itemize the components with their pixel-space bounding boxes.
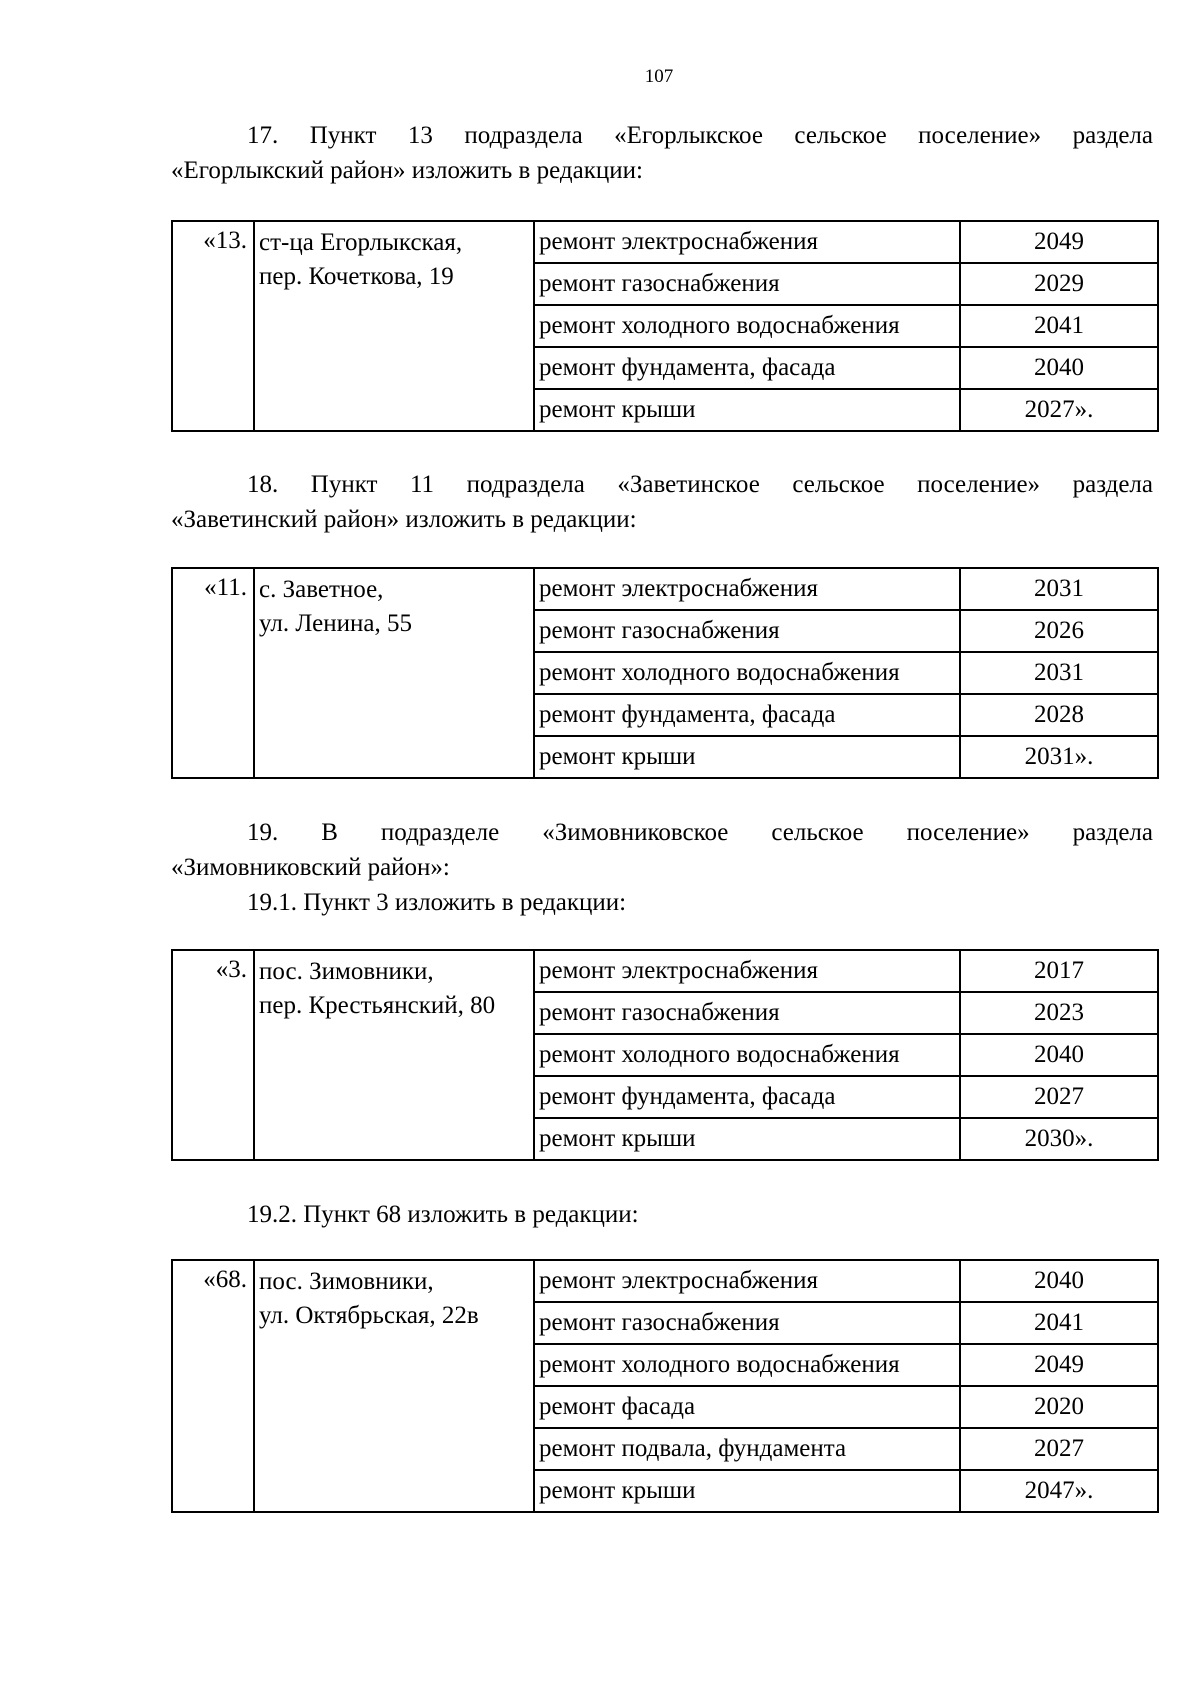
table-item-68 xyxy=(171,1259,1159,1513)
item-address xyxy=(254,221,534,431)
address-line: пос. Зимовники, xyxy=(259,958,434,985)
paragraph-line: «Заветинский район» изложить в редакции: xyxy=(171,506,637,533)
paragraph-19 xyxy=(171,815,1153,920)
address-line: пер. Кочеткова, 19 xyxy=(259,263,454,290)
paragraph-18 xyxy=(171,467,1153,537)
year-cell: 2031 xyxy=(960,652,1158,694)
work-cell: ремонт холодного водоснабжения xyxy=(534,1034,960,1076)
work-cell: ремонт подвала, фундамента xyxy=(534,1428,960,1470)
work-cell: ремонт газоснабжения xyxy=(534,1302,960,1344)
address-line: с. Заветное, xyxy=(259,576,384,603)
item-address xyxy=(254,950,534,1160)
work-cell: ремонт электроснабжения xyxy=(534,221,960,263)
address-line: пос. Зимовники, xyxy=(259,1268,434,1295)
item-number: «11. xyxy=(172,568,254,778)
work-cell: ремонт фундамента, фасада xyxy=(534,1076,960,1118)
year-cell: 2028 xyxy=(960,694,1158,736)
work-cell: ремонт крыши xyxy=(534,389,960,431)
year-cell: 2023 xyxy=(960,992,1158,1034)
year-cell: 2047». xyxy=(960,1470,1158,1512)
work-cell: ремонт газоснабжения xyxy=(534,263,960,305)
item-number: «68. xyxy=(172,1260,254,1512)
page-number: 107 xyxy=(644,66,674,87)
address-line: пер. Крестьянский, 80 xyxy=(259,992,496,1019)
paragraph-line: 19.2. Пункт 68 изложить в редакции: xyxy=(247,1201,639,1228)
paragraph-17 xyxy=(171,118,1153,188)
work-cell: ремонт фасада xyxy=(534,1386,960,1428)
item-number: «3. xyxy=(172,950,254,1160)
table-item-11 xyxy=(171,567,1159,779)
address-line: ул. Ленина, 55 xyxy=(259,610,412,637)
year-cell: 2041 xyxy=(960,305,1158,347)
year-cell: 2040 xyxy=(960,1260,1158,1302)
paragraph-19-2 xyxy=(171,1197,1153,1232)
paragraph-line: «Зимовниковский район»: xyxy=(171,854,450,881)
year-cell: 2040 xyxy=(960,347,1158,389)
paragraph-line: 18. Пункт 11 подраздела «Заветинское сельское поселение» раздела xyxy=(247,471,1153,498)
year-cell: 2031 xyxy=(960,568,1158,610)
year-cell: 2040 xyxy=(960,1034,1158,1076)
work-cell: ремонт электроснабжения xyxy=(534,568,960,610)
year-cell: 2030». xyxy=(960,1118,1158,1160)
year-cell: 2027». xyxy=(960,389,1158,431)
work-cell: ремонт крыши xyxy=(534,1118,960,1160)
work-cell: ремонт фундамента, фасада xyxy=(534,694,960,736)
work-cell: ремонт холодного водоснабжения xyxy=(534,1344,960,1386)
item-address xyxy=(254,1260,534,1512)
item-number: «13. xyxy=(172,221,254,431)
year-cell: 2020 xyxy=(960,1386,1158,1428)
address-line: ст-ца Егорлыкская, xyxy=(259,229,463,256)
year-cell: 2027 xyxy=(960,1428,1158,1470)
paragraph-line: «Егорлыкский район» изложить в редакции: xyxy=(171,157,643,184)
work-cell: ремонт крыши xyxy=(534,736,960,778)
address-line: ул. Октябрьская, 22в xyxy=(259,1302,479,1329)
item-address xyxy=(254,568,534,778)
paragraph-line: 17. Пункт 13 подраздела «Егорлыкское сельское поселение» раздела xyxy=(247,122,1153,149)
paragraph-line: 19.1. Пункт 3 изложить в редакции: xyxy=(247,889,627,916)
year-cell: 2049 xyxy=(960,1344,1158,1386)
table-item-3 xyxy=(171,949,1159,1161)
year-cell: 2017 xyxy=(960,950,1158,992)
work-cell: ремонт газоснабжения xyxy=(534,610,960,652)
work-cell: ремонт холодного водоснабжения xyxy=(534,652,960,694)
work-cell: ремонт газоснабжения xyxy=(534,992,960,1034)
work-cell: ремонт холодного водоснабжения xyxy=(534,305,960,347)
work-cell: ремонт электроснабжения xyxy=(534,1260,960,1302)
year-cell: 2031». xyxy=(960,736,1158,778)
work-cell: ремонт электроснабжения xyxy=(534,950,960,992)
year-cell: 2049 xyxy=(960,221,1158,263)
paragraph-line: 19. В подразделе «Зимовниковское сельское поселение» раздела xyxy=(247,819,1153,846)
year-cell: 2041 xyxy=(960,1302,1158,1344)
work-cell: ремонт фундамента, фасада xyxy=(534,347,960,389)
table-item-13 xyxy=(171,220,1159,432)
year-cell: 2029 xyxy=(960,263,1158,305)
year-cell: 2027 xyxy=(960,1076,1158,1118)
work-cell: ремонт крыши xyxy=(534,1470,960,1512)
year-cell: 2026 xyxy=(960,610,1158,652)
